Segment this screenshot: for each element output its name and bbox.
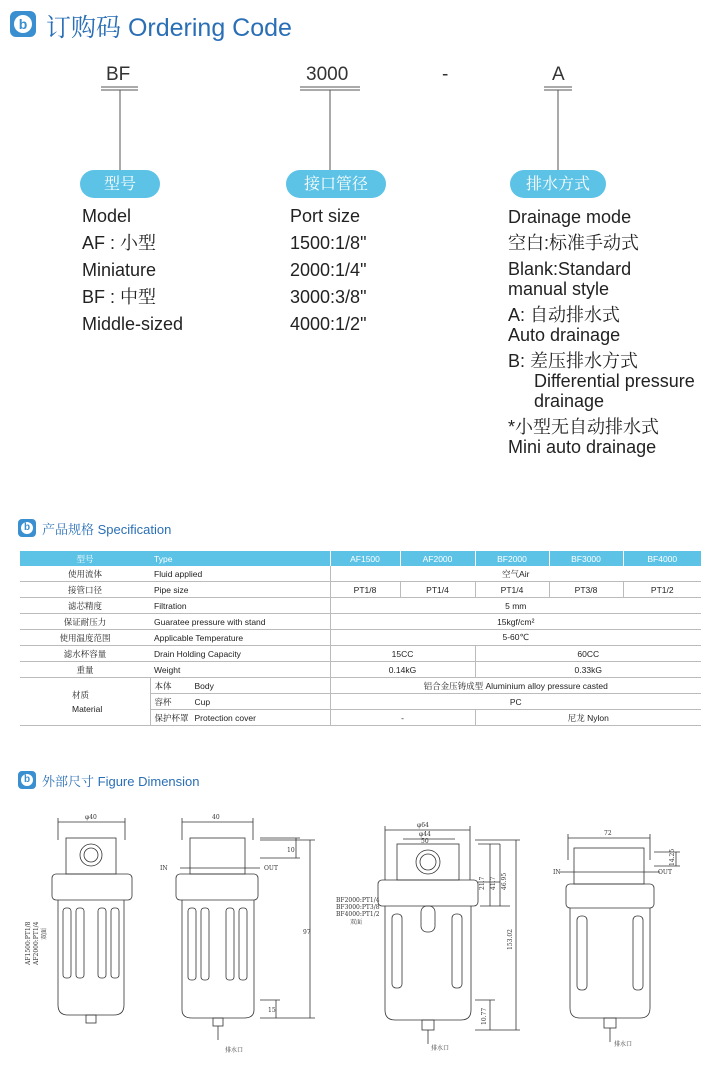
table-row	[20, 614, 701, 630]
dim-d217: 21.7	[479, 876, 486, 890]
dim-phi64: φ64	[417, 822, 429, 829]
port-line: Port size	[290, 206, 361, 226]
material-cup-cn: 容杯	[154, 696, 172, 707]
row-label-en: Guaratee pressure with stand	[150, 614, 330, 630]
row-value: PT1/2	[623, 582, 701, 598]
dim-d15: 15	[268, 1007, 276, 1014]
row-value: 铝合金压铸成型 Aluminium alloy pressure casted	[330, 678, 701, 694]
drain-note-en: Mini auto drainage	[508, 437, 657, 457]
material-label-en: Material	[72, 703, 103, 714]
ordering-title-en: Ordering Code	[127, 14, 292, 42]
row-label-en: Pipe size	[150, 582, 330, 598]
material-cover-en: Protection cover	[194, 712, 256, 723]
code-bf: BF	[106, 64, 131, 85]
dim-af-note2: AF2000:PT1/4	[33, 921, 40, 965]
table-row	[20, 678, 701, 694]
row-value: PT3/8	[549, 582, 623, 598]
row-label-en: Filtration	[150, 598, 330, 614]
port-line: 1500:1/8"	[290, 233, 367, 253]
table-row	[20, 646, 701, 662]
dim-phi44: φ44	[419, 831, 431, 838]
spec-title	[42, 519, 171, 538]
port-line: 3000:3/8"	[290, 287, 367, 307]
row-value: 0.33kG	[475, 662, 701, 678]
dim-drain-3: 排水口	[614, 1041, 633, 1048]
spec-title-en: Specification	[97, 522, 172, 537]
material-cover-label	[150, 710, 330, 726]
row-label-cn: 滤水杯容量	[20, 646, 150, 662]
dim-drain-2: 排水口	[431, 1045, 450, 1052]
dim-w40: 40	[212, 814, 220, 821]
row-value: 15CC	[330, 646, 475, 662]
material-cup-label	[150, 694, 330, 710]
dim-bf-note1: BF2000:PT1/4	[336, 897, 380, 904]
drainage-column	[508, 207, 695, 457]
dim-d10: 10	[287, 847, 295, 854]
dim-bf-note4: 双面	[350, 919, 363, 926]
pill-model: 型号	[80, 170, 160, 198]
header-model: AF1500	[330, 551, 400, 566]
dim-d1425: 14.25	[669, 848, 676, 866]
brand-logo-icon: b	[10, 11, 36, 37]
row-value: 空气Air	[330, 566, 701, 582]
drain-note-cn: *小型无自动排水式	[508, 417, 660, 437]
material-label-cn: 材质	[72, 689, 90, 700]
dimension-drawings	[0, 800, 724, 1065]
dim-af-note1: AF1500:PT1/8	[25, 921, 32, 965]
dim-d1077: 10.77	[481, 1007, 488, 1025]
row-value: 15kgf/cm²	[330, 614, 701, 630]
drawing-bf-front	[378, 826, 520, 1044]
drawing-af-front	[52, 818, 132, 1023]
dimension-title-cn: 外部尺寸	[42, 774, 95, 789]
dim-d97: 97	[303, 929, 311, 936]
row-value: PC	[330, 694, 701, 710]
model-line: Miniature	[82, 260, 157, 280]
row-label-en: Fluid applied	[150, 566, 330, 582]
row-label-cn: 重量	[20, 662, 150, 678]
spec-header-row	[20, 551, 701, 566]
port-line: 2000:1/4"	[290, 260, 367, 280]
row-value: -	[330, 710, 475, 726]
row-value: 0.14kG	[330, 662, 475, 678]
row-value: PT1/4	[475, 582, 549, 598]
pill-port-size: 接口管径	[286, 170, 386, 198]
code-3000: 3000	[306, 64, 349, 85]
drain-blank-en2: manual style	[508, 279, 610, 299]
row-value: 尼龙 Nylon	[475, 710, 701, 726]
drawing-bf-side	[560, 834, 680, 1042]
dim-d417: 41.7	[490, 876, 497, 890]
spec-title-cn: 产品规格	[42, 522, 95, 537]
row-value: 5-60℃	[330, 630, 701, 646]
table-row	[20, 582, 701, 598]
table-row	[20, 566, 701, 582]
header-model: BF3000	[549, 551, 623, 566]
ordering-title-cn: 订购码	[46, 13, 122, 42]
dim-out-1: OUT	[264, 865, 278, 872]
row-label-cn: 保证耐压力	[20, 614, 150, 630]
pill-drainage: 排水方式	[510, 170, 606, 198]
dim-bf-note2: BF3000:PT3/8	[336, 904, 380, 911]
row-label-cn: 使用流体	[20, 566, 150, 582]
dim-w50: 50	[421, 838, 429, 845]
material-cup-en: Cup	[194, 696, 211, 707]
dim-phi40: φ40	[85, 814, 97, 821]
row-label-cn: 滤芯精度	[20, 598, 150, 614]
dim-af-note3: 双面	[41, 927, 48, 940]
code-dash: -	[442, 64, 449, 85]
row-label-en: Drain Holding Capacity	[150, 646, 330, 662]
row-value: 5 mm	[330, 598, 701, 614]
header-model: BF4000	[623, 551, 701, 566]
dimension-logo-icon: b	[18, 771, 36, 789]
spec-table	[20, 551, 701, 726]
model-line: AF : 小型	[82, 233, 157, 253]
port-line: 4000:1/2"	[290, 314, 367, 334]
code-a: A	[552, 64, 565, 85]
dimension-title	[42, 771, 200, 790]
header-type-cn: 型号	[20, 551, 150, 566]
table-row	[20, 662, 701, 678]
row-value: PT1/8	[330, 582, 400, 598]
row-value: PT1/4	[400, 582, 475, 598]
row-value: 60CC	[475, 646, 701, 662]
drain-a-en: Auto drainage	[508, 325, 621, 345]
model-line: Middle-sized	[82, 314, 184, 334]
port-column	[290, 203, 366, 338]
header-model: BF2000	[475, 551, 549, 566]
material-body-en: Body	[194, 680, 214, 691]
material-label	[20, 678, 150, 726]
drain-a-cn: A: 自动排水式	[508, 305, 621, 325]
material-body-label	[150, 678, 330, 694]
dimension-title-en: Figure Dimension	[97, 774, 200, 789]
code-connector-lines	[0, 0, 724, 180]
model-line: Model	[82, 206, 132, 226]
row-label-en: Applicable Temperature	[150, 630, 330, 646]
material-body-cn: 本体	[154, 680, 172, 691]
row-label-cn: 接管口径	[20, 582, 150, 598]
dim-in-1: IN	[160, 865, 168, 872]
drain-title: Drainage mode	[508, 207, 632, 227]
model-line: BF : 中型	[82, 287, 157, 307]
row-label-en: Weight	[150, 662, 330, 678]
spec-logo-icon: b	[18, 519, 36, 537]
table-row	[20, 598, 701, 614]
drain-blank-en1: Blank:Standard	[508, 259, 632, 279]
drain-b-en2: drainage	[534, 391, 605, 411]
drain-blank-cn: 空白:标准手动式	[508, 233, 640, 253]
dim-d4695: 46.95	[501, 872, 508, 890]
model-column	[82, 203, 183, 338]
drain-b-en1: Differential pressure	[534, 371, 695, 391]
header-model: AF2000	[400, 551, 475, 566]
row-label-cn: 使用温度范围	[20, 630, 150, 646]
material-cover-cn: 保护杯罩	[154, 712, 189, 723]
table-row	[20, 630, 701, 646]
drain-b-cn: B: 差压排水方式	[508, 351, 639, 371]
dim-out-2: OUT	[658, 869, 672, 876]
dim-w72: 72	[604, 830, 612, 837]
dim-in-2: IN	[553, 869, 561, 876]
header-type-en: Type	[150, 551, 330, 566]
dim-drain-1: 排水口	[225, 1047, 244, 1054]
dim-d15302: 153.02	[507, 929, 514, 950]
dim-bf-note3: BF4000:PT1/2	[336, 911, 380, 918]
